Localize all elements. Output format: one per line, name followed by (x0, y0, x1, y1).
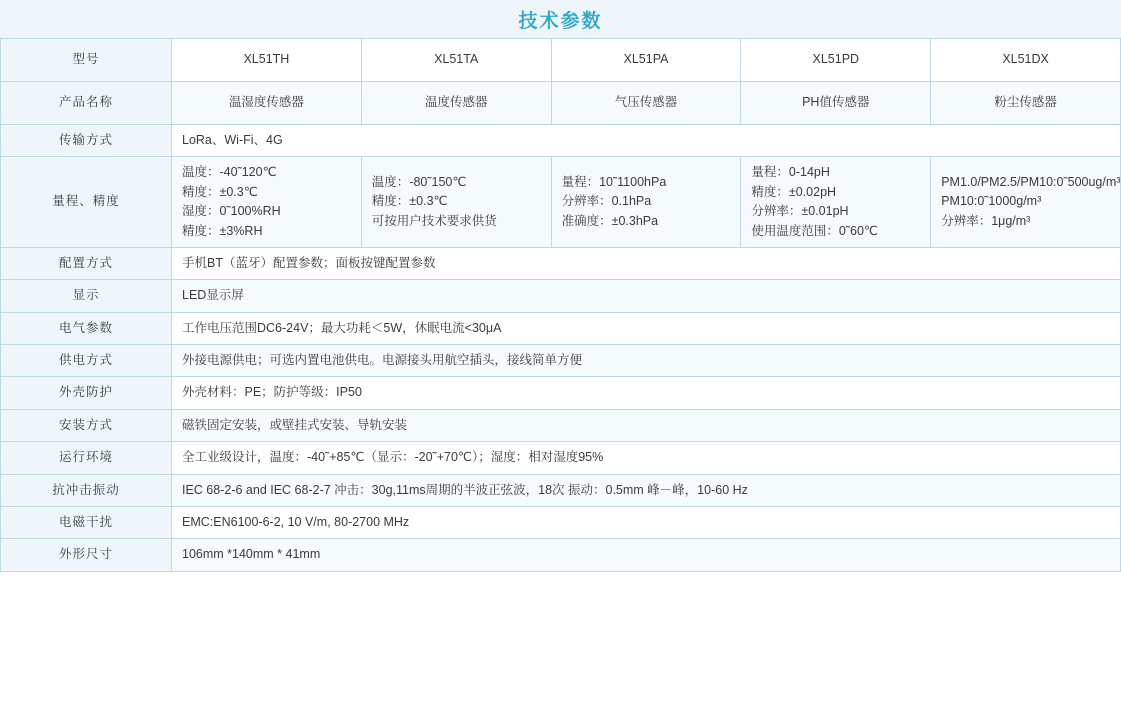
value-cell: LoRa、Wi-Fi、4G (172, 125, 1121, 157)
row-label: 抗冲击振动 (1, 474, 172, 506)
row-label: 传输方式 (1, 125, 172, 157)
range-cell: 量程：0-14pH 精度：±0.02pH 分辨率：±0.01pH 使用温度范围：0˜60℃ (741, 157, 931, 248)
row-label: 外形尺寸 (1, 539, 172, 571)
table-row (1, 280, 1121, 312)
technical-parameters-table (0, 38, 1121, 572)
table-row (1, 82, 1121, 125)
page-title-bar (0, 0, 1121, 38)
value-cell: 手机BT（蓝牙）配置参数；面板按键配置参数 (172, 247, 1121, 279)
row-label: 配置方式 (1, 247, 172, 279)
model-cell: XL51DX (931, 39, 1121, 82)
table-row (1, 539, 1121, 571)
model-cell: XL51PA (551, 39, 741, 82)
model-cell: XL51TA (361, 39, 551, 82)
table-row (1, 247, 1121, 279)
value-cell: EMC:EN6100-6-2, 10 V/m, 80-2700 MHz (172, 506, 1121, 538)
table-row (1, 377, 1121, 409)
table-row (1, 312, 1121, 344)
model-cell: XL51TH (172, 39, 362, 82)
table-row (1, 125, 1121, 157)
table-body (1, 39, 1121, 572)
row-label: 产品名称 (1, 82, 172, 125)
row-label: 安装方式 (1, 409, 172, 441)
value-cell: IEC 68-2-6 and IEC 68-2-7 冲击：30g,11ms周期的半波正弦波，18次 振动：0.5mm 峰－峰，10-60 Hz (172, 474, 1121, 506)
table-row (1, 157, 1121, 248)
range-cell: 温度：-40˜120℃ 精度：±0.3℃ 湿度：0˜100%RH 精度：±3%RH (172, 157, 362, 248)
row-label: 电磁干扰 (1, 506, 172, 538)
row-label: 运行环境 (1, 442, 172, 474)
table-row (1, 506, 1121, 538)
range-cell: PM1.0/PM2.5/PM10:0˜500ug/m³ PM10:0˜1000g/m³ 分辨率：1μg/m³ (931, 157, 1121, 248)
row-label: 量程、精度 (1, 157, 172, 248)
row-label: 显示 (1, 280, 172, 312)
page-title: 技术参数 (518, 10, 603, 32)
range-cell: 温度：-80˜150℃ 精度：±0.3℃ 可按用户技术要求供货 (361, 157, 551, 248)
table-row (1, 409, 1121, 441)
row-label: 外壳防护 (1, 377, 172, 409)
table-row (1, 345, 1121, 377)
model-cell: 气压传感器 (551, 82, 741, 125)
value-cell: 106mm *140mm * 41mm (172, 539, 1121, 571)
model-cell: 粉尘传感器 (931, 82, 1121, 125)
model-cell: XL51PD (741, 39, 931, 82)
row-label: 电气参数 (1, 312, 172, 344)
model-cell: 温度传感器 (361, 82, 551, 125)
value-cell: 外接电源供电；可选内置电池供电。电源接头用航空插头，接线简单方便 (172, 345, 1121, 377)
value-cell: 外壳材料：PE；防护等级：IP50 (172, 377, 1121, 409)
model-cell: 温湿度传感器 (172, 82, 362, 125)
value-cell: 工作电压范围DC6-24V；最大功耗＜5W，休眠电流<30μA (172, 312, 1121, 344)
table-row (1, 442, 1121, 474)
value-cell: 磁铁固定安装，或壁挂式安装、导轨安装 (172, 409, 1121, 441)
model-cell: PH值传感器 (741, 82, 931, 125)
value-cell: LED显示屏 (172, 280, 1121, 312)
table-row (1, 474, 1121, 506)
row-label: 型号 (1, 39, 172, 82)
table-row (1, 39, 1121, 82)
row-label: 供电方式 (1, 345, 172, 377)
value-cell: 全工业级设计，温度：-40˜+85℃（显示：-20˜+70℃）；湿度：相对湿度95% (172, 442, 1121, 474)
range-cell: 量程：10˜1100hPa 分辨率：0.1hPa 准确度：±0.3hPa (551, 157, 741, 248)
